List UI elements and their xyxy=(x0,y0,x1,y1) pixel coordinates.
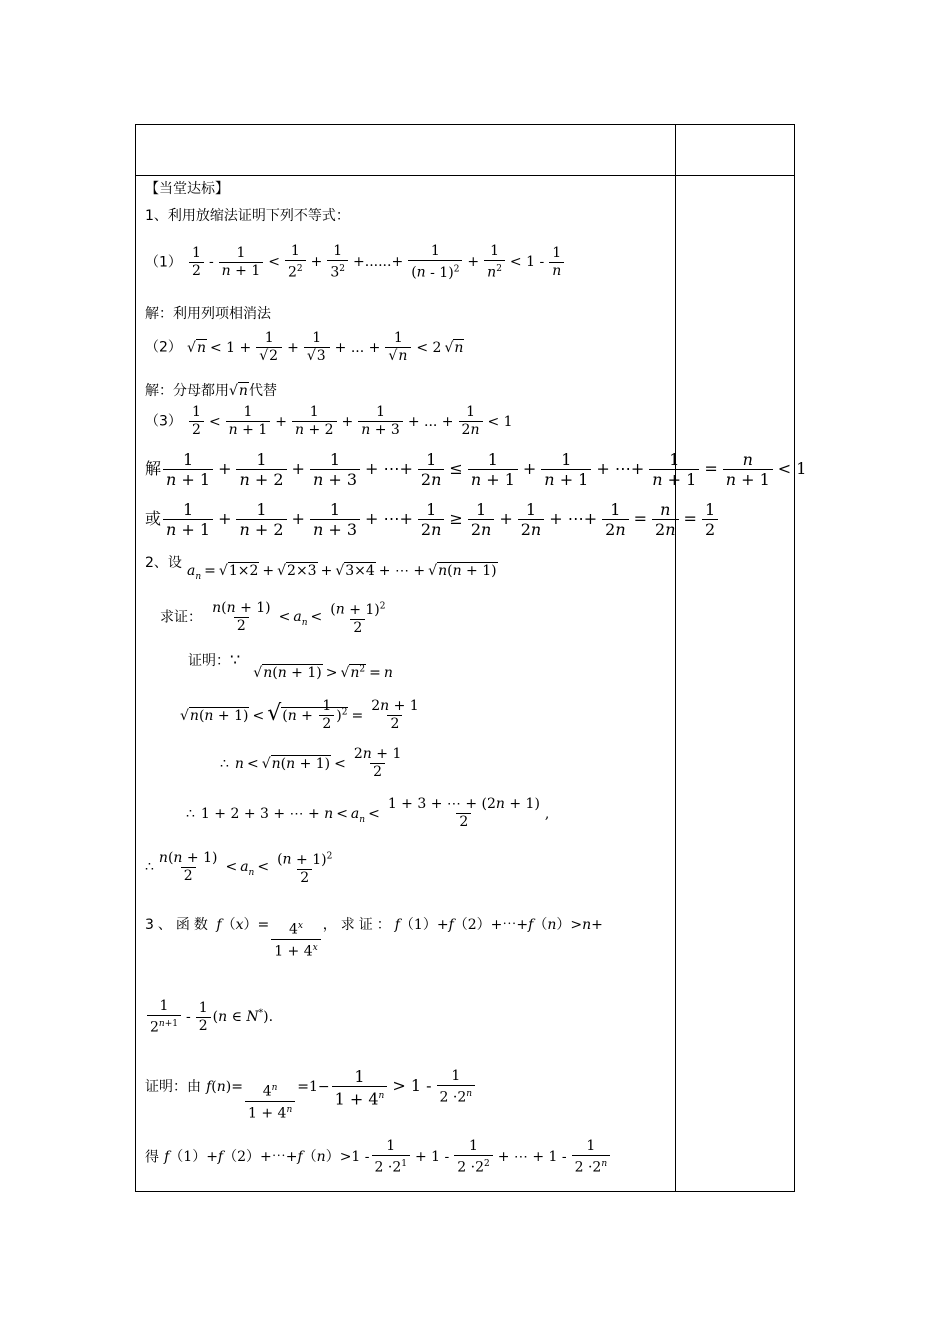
to-prove-2: 求证： $\frac{n(n + 1)}{2}$ < $a_n$ < $\frac{(n + 1)^2}{2}$ xyxy=(160,599,386,636)
proof-3-start: 证明：由 f(n)= $\frac{4^n}{1 + 4^n}$ =1− $\frac{1}{1 + 4^n}$ > 1 - $\frac{1}{2 \cdot 2^n}$ xyxy=(145,1066,477,1108)
part-2-label: （2） xyxy=(145,339,182,356)
question-2: 2、设 $a_n = √1\times 2 + √2\times 3 + √3\times 4$ + ⋯ + √n(n + 1) xyxy=(145,555,497,582)
part-1-note: 解：利用列项相消法 xyxy=(145,306,271,322)
part-1-label: （1） xyxy=(145,254,182,271)
inequality-1: （1） $\frac{1}{2}$ - $\frac{1}{n + 1}$ < $\frac{1}{2^2}$ + $\frac{1}{3^2}$ +......+ $\frac{1}{(n - 1)^2}$ + $\frac{1}{n^2}$ < 1 - $\frac{1}{n}$ xyxy=(145,243,566,282)
section-heading: 【当堂达标】 xyxy=(145,181,229,197)
proof-2-step2: ∴ n < √n(n + 1) < $\frac{2n + 1}{2}$ xyxy=(220,746,402,780)
proof-3-step: 得 f（1）+f（2）+⋯+f（n）>1 - $\frac{1}{2 \cdot 2^1}$ + 1 - $\frac{1}{2 \cdot 2^2}$ + ⋯ + 1 - $\frac{1}{2 \cdot 2^n}$ xyxy=(145,1138,612,1177)
row-divider xyxy=(136,175,794,176)
solution-3b: 或 $\frac{1}{n + 1}$ + $\frac{1}{n + 2}$ + $\frac{1}{n + 3}$ + ⋯+ $\frac{1}{2n}$ ≥ $\frac{1}{2n}$ + $\frac{1}{2n}$ + ⋯+ $\frac{1}{2n}$ = $\frac{n}{2n}$ = $\frac{1}{2}$ xyxy=(145,500,720,539)
question-3-cont: $\frac{1}{2^{n+1}}$ - $\frac{1}{2}$ (n ∈ N*). xyxy=(145,998,273,1037)
proof-2-start: 证明：∵ $√n(n + 1) > √n^2 = n$ xyxy=(188,650,393,681)
inequality-2: （2） √n < 1 + $\frac{1}{√2}$ + $\frac{1}{√3}$ + ... + $\frac{1}{√n}$ < 2 √n xyxy=(145,330,464,364)
part-3-label: （3） xyxy=(145,413,182,430)
proof-2-step3: ∴ 1 + 2 + 3 + ⋯ + $n < a_n$ < $\frac{1 + 3 + \cdots + (2n + 1)}{2}$ , xyxy=(186,796,550,830)
column-divider xyxy=(675,125,676,1191)
proof-2-conclusion: ∴ $\frac{n(n + 1)}{2}$ < $a_n$ < $\frac{(n + 1)^2}{2}$ xyxy=(145,849,333,886)
solution-3a: 解 $\frac{1}{n + 1}$ + $\frac{1}{n + 2}$ + $\frac{1}{n + 3}$ + ⋯+ $\frac{1}{2n}$ ≤ $\frac{1}{n + 1}$ + $\frac{1}{n + 1}$ + ⋯+ $\frac{1}{n + 1}$ = $\frac{n}{n + 1}$ < 1 xyxy=(145,450,807,489)
question-1: 1、利用放缩法证明下列不等式： xyxy=(145,208,350,224)
part-2-note: 解：分母都用√n代替 xyxy=(145,383,277,399)
inequality-3: （3） $\frac{1}{2}$ < $\frac{1}{n + 1}$ + $\frac{1}{n + 2}$ + $\frac{1}{n + 3}$ + ... + $\frac{1}{2n}$ < 1 xyxy=(145,404,513,438)
proof-2-step1: √n(n + 1) < √(n + $\frac{1}{2}$ )$^2$ = $\frac{2n + 1}{2}$ xyxy=(180,698,419,732)
question-3: 3、函数 f（x）= $\frac{4^x}{1 + 4^x}$ ，求证：f（1）+f（2）+⋯+f（n）>n+ xyxy=(145,917,603,960)
